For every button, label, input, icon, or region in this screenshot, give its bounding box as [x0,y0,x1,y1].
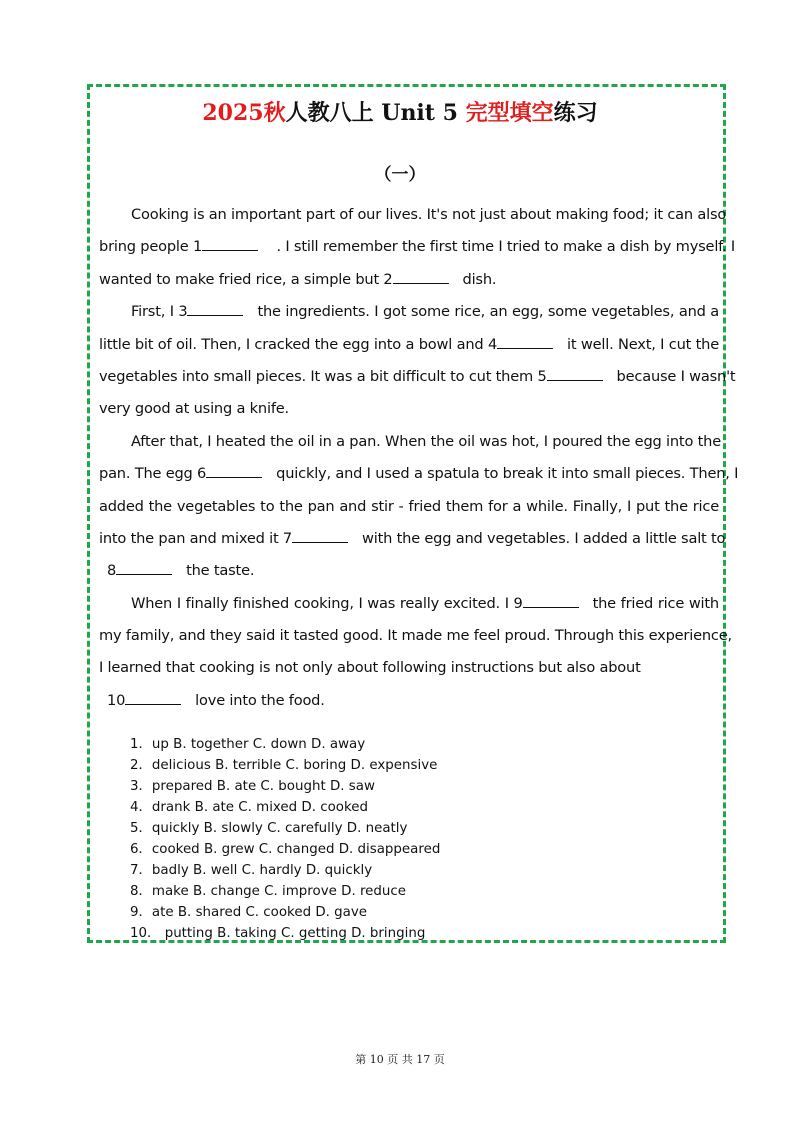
passage-line [99,393,719,425]
passage-line [99,231,736,263]
option-item [130,776,690,797]
blank-7 [292,528,348,543]
blank-8 [116,560,172,575]
passage-text: because I wasn't [616,367,736,385]
passage-text: After that, I heated the oil in a pan. When the oil was hot, I poured the egg into the [131,432,721,450]
option-text: drank B. ate C. mixed D. cooked [151,800,369,815]
option-text: up B. together C. down D. away [151,737,366,752]
passage-text: my family, and they said it tasted good. It made me feel proud. Through this experience, [99,627,732,645]
option-text: putting B. taking C. getting D. bringing [160,926,426,941]
passage-line [99,361,736,393]
passage-text: . I still remember the first time I tried to make a dish by myself. I [272,238,736,256]
option-text: prepared B. ate C. bought D. saw [151,779,375,794]
option-text: cooked B. grew C. changed D. disappeared [151,842,441,857]
blank-3 [187,301,243,316]
passage-line [99,264,719,296]
title-exercise-type: 完型填空 [465,100,554,126]
option-number: 2． [130,758,152,773]
option-text: badly B. well C. hardly D. quickly [151,863,373,878]
title-unit: 人教八上 Unit 5 [285,100,466,126]
passage-text: First, I 3 [131,303,188,321]
passage-text: dish. [462,270,497,288]
option-item [130,860,690,881]
option-item [130,797,690,818]
passage-text: into the pan and mixed it 7 [99,529,293,547]
blank-4 [497,334,553,349]
blank-2 [393,269,449,284]
option-text: make B. change C. improve D. reduce [151,884,406,899]
blank-9 [523,593,579,608]
option-item [130,881,690,902]
passage-line [99,296,719,328]
blank-6 [206,463,262,478]
passage-line [99,555,719,587]
passage-text: little bit of oil. Then, I cracked the egg into a bowl and 4 [99,335,498,353]
option-number: 3． [130,779,152,794]
passage-text: quickly, and I used a spatula to break it into small pieces. Then, I [276,465,739,483]
option-number: 10． [130,926,161,941]
passage-line [99,588,719,620]
passage-text: the fried rice with [592,594,719,612]
passage-line [99,652,719,684]
title-suffix: 练习 [553,100,598,126]
passage-line [99,620,732,652]
blank-10 [125,690,181,705]
passage-line [99,458,739,490]
passage-line [99,523,726,555]
passage-text: very good at using a knife. [99,400,289,418]
option-text: quickly B. slowly C. carefully D. neatly [151,821,408,836]
option-item [130,902,690,923]
option-number: 8． [130,884,152,899]
blank-1 [202,236,258,251]
option-number: 6． [130,842,152,857]
passage-text: with the egg and vegetables. I added a little salt to [362,529,726,547]
page-title [0,98,800,128]
section-number: （一） [374,165,426,185]
title-year-season: 2025秋 [202,100,286,126]
page-footer: 第 10 页 共 17 页 [355,1053,445,1066]
option-item [130,923,690,944]
passage-line [99,199,727,231]
passage-text: the taste. [186,562,255,580]
passage-text: vegetables into small pieces. It was a bit difficult to cut them 5 [99,367,547,385]
passage-text: When I finally finished cooking, I was really excited. I 9 [131,594,523,612]
option-item [130,818,690,839]
cloze-passage [99,199,739,717]
blank-5 [547,366,603,381]
passage-text: 10 [107,691,126,709]
passage-line [99,491,719,523]
option-text: delicious B. terrible C. boring D. expensive [151,758,438,773]
option-item [130,839,690,860]
passage-line [99,685,719,717]
option-number: 5． [130,821,152,836]
passage-text: wanted to make fried rice, a simple but 2 [99,270,393,288]
option-text: ate B. shared C. cooked D. gave [151,905,368,920]
passage-text: 8 [107,562,117,580]
passage-text: pan. The egg 6 [99,465,207,483]
option-number: 1． [130,737,152,752]
passage-text: I learned that cooking is not only about following instructions but also about [99,659,641,677]
passage-line [99,329,719,361]
option-number: 7． [130,863,152,878]
answer-options-list [130,734,690,944]
passage-text: Cooking is an important part of our lives. It's not just about making food; it can also [131,206,727,223]
passage-text: the ingredients. I got some rice, an egg, some vegetables, and a [257,303,719,321]
passage-text: love into the food. [195,691,325,709]
option-number: 9． [130,905,152,920]
passage-text: bring people 1 [99,238,203,256]
passage-text: added the vegetables to the pan and stir - fried them for a while. Finally, I put the rice [99,497,719,515]
option-item [130,755,690,776]
passage-text: it well. Next, I cut the [567,335,719,353]
option-number: 4． [130,800,152,815]
passage-line [99,426,719,458]
option-item [130,734,690,755]
